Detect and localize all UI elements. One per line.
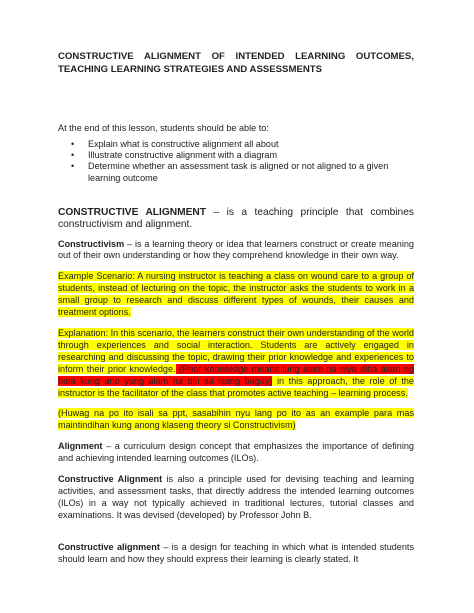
constructive-alignment-design: Constructive alignment – is a design for teaching in which what is intended students should learn and how they should express their learning is clearly stated. It: [58, 541, 414, 564]
bullet-icon: •: [71, 161, 75, 172]
term-constructive-alignment-2: Constructive Alignment: [58, 474, 163, 485]
constructivism-definition: Constructivism – is a learning theory or idea that learners construct or create meaning out of their own understanding or how they comprehend knowledge in their own way.: [58, 238, 414, 261]
example-scenario: [58, 271, 414, 319]
list-item: • Determine whether an assessment task is aligned or not aligned to a given learning outcome: [71, 161, 389, 183]
list-item: • Explain what is constructive alignment all about: [71, 138, 279, 149]
red-highlighted-note: (Prior knowledge means lung alam na niya diba alam ng bata kung ano yung alam na din sa isang bagay): [58, 363, 414, 386]
alignment-definition: Alignment – a curriculum design concept that emphasizes the importance of defining and achieving intended learning outcomes (ILOs).: [58, 441, 414, 464]
intro-text: At the end of this lesson, students should be able to:: [58, 123, 269, 133]
constructive-alignment-principle: Constructive Alignment is also a principle used for devising teaching and learning activities, and assessment tasks, that directly address the intended learning outcomes (ILOs) in a way not typically achieved in traditional lectures, tutorial classes and examinations. It was devised (developed) by Professor John B.: [58, 474, 415, 520]
explanation-paragraph: [58, 328, 414, 399]
term-alignment: Alignment: [58, 441, 103, 452]
term-constructivism: Constructivism: [58, 238, 125, 249]
highlighted-note: (Huwag na po ito isali sa ppt, sasabihin nyu lang po ito as an example para mas maintindihan kung anong klaseng theory si Constructivism): [58, 408, 414, 431]
term-constructive-alignment-3: Constructive alignment: [58, 541, 160, 552]
bullet-icon: •: [71, 138, 75, 149]
objectives-list: [58, 139, 414, 184]
list-item: • Illustrate constructive alignment with a diagram: [71, 150, 278, 161]
document-title: CONSTRUCTIVE ALIGNMENT OF INTENDED LEARNING OUTCOMES, TEACHING LEARNING STRATEGIES AND ASSESSMENTS: [58, 51, 414, 75]
highlighted-explanation: Explanation: In this scenario, the learners construct their own understanding of the world through experiences and social interaction. Students are actively engaged in researching and discussing the topic, drawing their prior knowledge and experiences to inform their prior knowledge.: [58, 327, 414, 374]
term-constructive-alignment: CONSTRUCTIVE ALIGNMENT: [58, 206, 207, 218]
highlighted-example: Example Scenario: A nursing instructor is teaching a class on wound care to a group of students, instead of lecturing on the topic, the instructor asks the students to work in a small group to research and discuss different types of wounds, their causes and treatment options.: [58, 271, 414, 318]
bullet-icon: •: [71, 150, 75, 161]
constructive-alignment-definition: CONSTRUCTIVE ALIGNMENT – is a teaching principle that combines constructivism and alignment.: [58, 206, 414, 230]
highlighted-explanation-end: in this approach, the role of the instructor is the facilitator of the class that promotes active teaching – learning process.: [58, 375, 414, 398]
tagalog-note: [58, 408, 414, 432]
